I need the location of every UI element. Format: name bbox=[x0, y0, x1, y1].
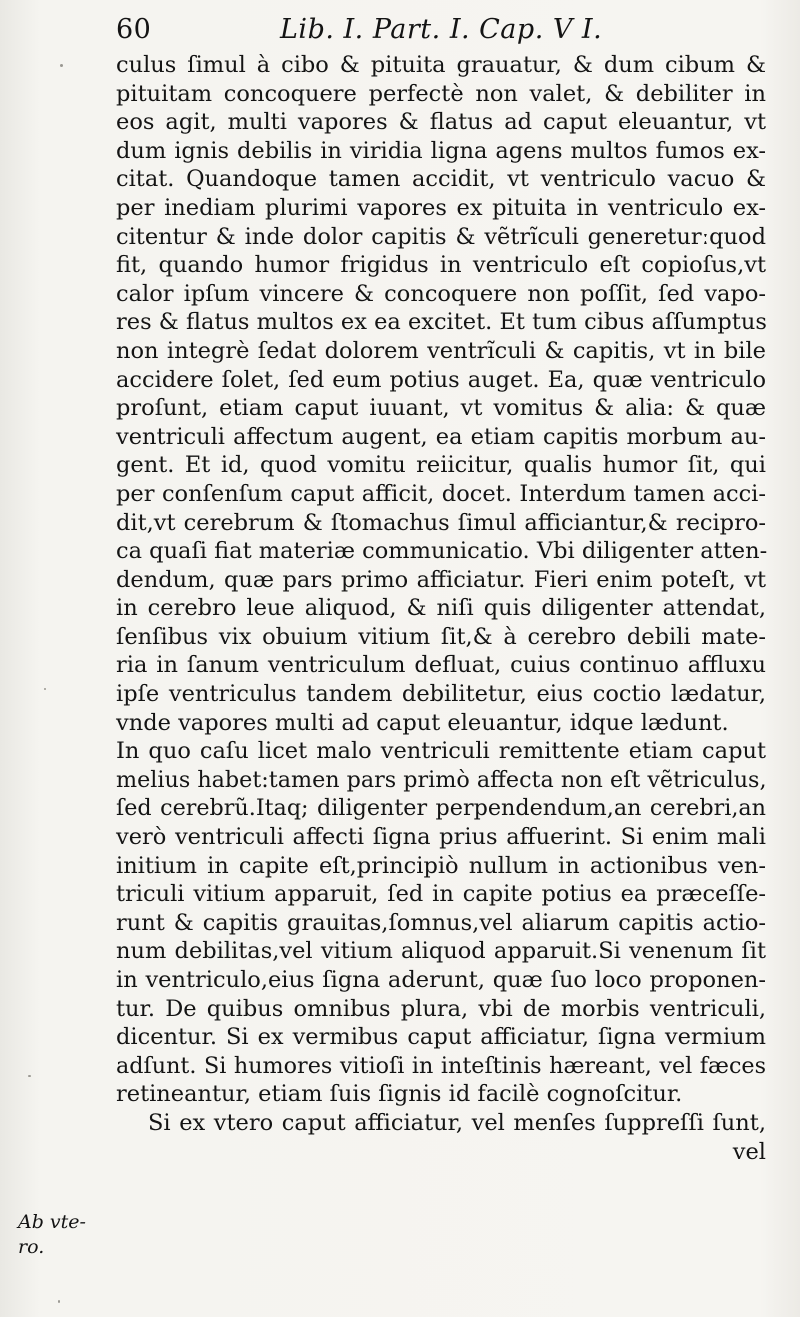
text-line: citentur & inde dolor capitis & vẽtrĩculi genereturːquod bbox=[116, 223, 766, 250]
text-line: dit,vt cerebrum & ſtomachus ſimul afficiantur,& recipro- bbox=[116, 509, 766, 536]
text-line: ventriculi affectum augent, ea etiam capitis morbum au- bbox=[116, 423, 766, 450]
text-line: verò ventriculi affecti ſigna prius affuerint. Si enim mali bbox=[116, 824, 766, 851]
body-text bbox=[116, 51, 766, 1166]
text-line: runt & capitis grauitas,ſomnus,vel aliarum capitis actio- bbox=[116, 909, 766, 936]
text-line: Si ex vtero caput afficiatur, vel menſes ſuppreſſi ſunt, bbox=[148, 1109, 766, 1136]
text-line: per inediam plurimi vapores ex pituita in ventriculo ex- bbox=[116, 194, 766, 221]
text-line: citat. Quandoque tamen accidit, vt ventriculo vacuo & bbox=[116, 166, 766, 193]
text-line: ca quaſi fiat materiæ communicatio. Vbi diligenter atten- bbox=[116, 538, 768, 565]
text-line: in ventriculo,eius ſigna aderunt, quæ ſuo loco proponen- bbox=[116, 967, 766, 993]
text-line: vnde vapores multi ad caput eleuantur, idque lædunt. bbox=[116, 709, 729, 736]
page-header bbox=[116, 14, 756, 50]
text-line: tur. De quibus omnibus plura, vbi de morbis ventriculi, bbox=[116, 995, 766, 1022]
marginal-note-line: ro. bbox=[18, 1236, 45, 1258]
text-line: In quo caſu licet malo ventriculi remittente etiam caput bbox=[116, 738, 766, 765]
text-line: pituitam concoquere perfectè non valet, & debiliter in bbox=[116, 80, 766, 107]
page-number: 60 bbox=[116, 14, 152, 45]
text-line: accidere ſolet, ſed eum potius auget. Ea, quæ ventriculo bbox=[116, 366, 766, 393]
text-line: eos agit, multi vapores & flatus ad caput eleuantur, vt bbox=[116, 109, 766, 136]
text-line: ipſe ventriculus tandem debilitetur, eius coctio lædatur, bbox=[116, 681, 766, 708]
paper-speck bbox=[44, 688, 46, 690]
text-line: retineantur, etiam ſuis ſignis id facilè cognoſcitur. bbox=[116, 1081, 683, 1108]
paper-speck bbox=[58, 1300, 60, 1303]
paper-speck bbox=[28, 1075, 31, 1077]
text-line: ria in ſanum ventriculum defluat, cuius continuo affluxu bbox=[116, 652, 766, 679]
text-line: dendum, quæ pars primo afficiatur. Fieri enim poteſt, vt bbox=[116, 566, 766, 593]
running-head: Lib. I. Part. I. Cap. V I. bbox=[280, 14, 603, 45]
text-line: adſunt. Si humores vitioſi in inteſtinis hæreant, vel fæces bbox=[116, 1052, 766, 1079]
text-line: proſunt, etiam caput iuuant, vt vomitus & alia: & quæ bbox=[116, 395, 766, 422]
text-line: gent. Et id, quod vomitu reiicitur, qualis humor ſit, qui bbox=[116, 452, 766, 479]
text-line: fit, quando humor frigidus in ventriculo eſt copioſus,vt bbox=[116, 252, 766, 279]
text-line: non integrè ſedat dolorem ventrĩculi & capitis, vt in bile bbox=[116, 337, 766, 364]
text-line: dicentur. Si ex vermibus caput afficiatur, ſigna vermium bbox=[116, 1024, 766, 1051]
text-line: num debilitas,vel vitium aliquod apparuit.Si venenum ſit bbox=[116, 938, 766, 965]
text-line: ſed cerebrũ.Itaq; diligenter perpendendum,an cerebri,an bbox=[116, 795, 766, 822]
text-line: melius habet:tamen pars primò affecta non eſt vẽtriculus, bbox=[116, 766, 767, 793]
marginal-note-line: Ab vte- bbox=[18, 1211, 86, 1233]
marginal-note bbox=[18, 1210, 108, 1260]
text-line: calor ipſum vincere & concoquere non poſſit, ſed vapo- bbox=[116, 280, 766, 307]
text-line: triculi vitium apparuit, ſed in capite potius ea præceſſe- bbox=[116, 881, 766, 908]
text-line: ſenſibus vix obuium vitium ſit,& à cerebro debili mate- bbox=[116, 623, 766, 650]
text-line: initium in capite eſt,principiò nullum in actionibus ven- bbox=[116, 852, 766, 879]
text-line: per conſenſum caput afficit, docet. Interdum tamen acci- bbox=[116, 480, 766, 507]
text-line: culus ſimul à cibo & pituita grauatur, & dum cibum & bbox=[116, 52, 766, 78]
text-line: in cerebro leue aliquod, & niſi quis diligenter attendat, bbox=[116, 595, 766, 622]
text-line: res & flatus multos ex ea excitet. Et tum cibus aſſumptus bbox=[116, 309, 767, 336]
paper-speck bbox=[60, 64, 63, 67]
text-line: dum ignis debilis in viridia ligna agens multos fumos ex- bbox=[116, 137, 766, 164]
catchword: vel bbox=[732, 1138, 766, 1165]
